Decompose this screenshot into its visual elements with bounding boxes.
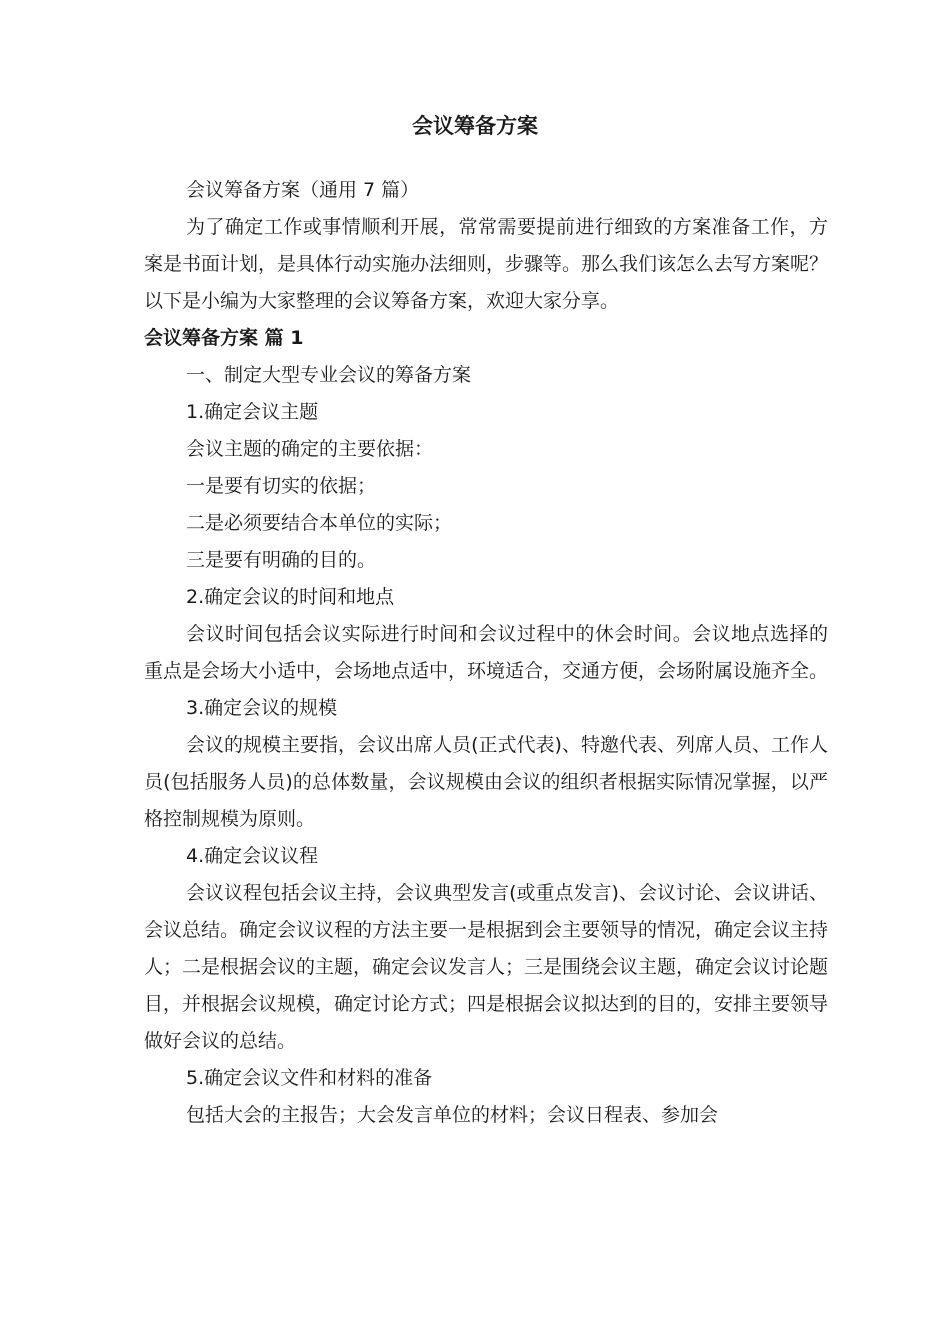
paragraph: 4.确定会议议程	[186, 845, 319, 867]
paragraph: 三是要有明确的目的。	[186, 549, 377, 571]
document-body	[144, 172, 828, 1134]
paragraph: 5.确定会议文件和材料的准备	[186, 1067, 433, 1089]
section-heading: 会议筹备方案 篇 1	[144, 327, 304, 349]
paragraph: 会议的规模主要指，会议出席人员(正式代表)、特邀代表、列席人员、工作人员(包括服务人员)的总体数量，会议规模由会议的组织者根据实际情况掌握，以严格控制规模为原则。	[144, 734, 828, 830]
paragraph: 会议时间包括会议实际进行时间和会议过程中的休会时间。会议地点选择的重点是会场大小适中，会场地点适中，环境适合，交通方便，会场附属设施齐全。	[144, 623, 829, 682]
paragraph: 会议议程包括会议主持，会议典型发言(或重点发言)、会议讨论、会议讲话、会议总结。确定会议议程的方法主要一是根据到会主要领导的情况，确定会议主持人；二是根据会议的主题，确定会议发言人；三是围绕会议主题，确定会议讨论题目，并根据会议规模，确定讨论方式；四是根据会议拟达到的目的，安排主要领导做好会议的总结。	[144, 882, 829, 1052]
paragraph: 二是必须要结合本单位的实际；	[186, 512, 453, 534]
intro-paragraph: 为了确定工作或事情顺利开展，常常需要提前进行细致的方案准备工作，方案是书面计划，是具体行动实施办法细则，步骤等。那么我们该怎么去写方案呢？以下是小编为大家整理的会议筹备方案，欢迎大家分享。	[144, 216, 829, 312]
paragraph: 2.确定会议的时间和地点	[186, 586, 395, 608]
document-title: 会议筹备方案	[412, 114, 538, 138]
paragraph: 1.确定会议主题	[186, 401, 319, 423]
paragraph: 一是要有切实的依据；	[186, 475, 377, 497]
paragraph: 一、制定大型专业会议的筹备方案	[186, 364, 472, 386]
paragraph: 包括大会的主报告；大会发言单位的材料；会议日程表、参加会	[186, 1104, 719, 1126]
subtitle-line: 会议筹备方案（通用 7 篇）	[186, 179, 420, 201]
paragraph: 会议主题的确定的主要依据：	[186, 438, 434, 460]
paragraph: 3.确定会议的规模	[186, 697, 338, 719]
